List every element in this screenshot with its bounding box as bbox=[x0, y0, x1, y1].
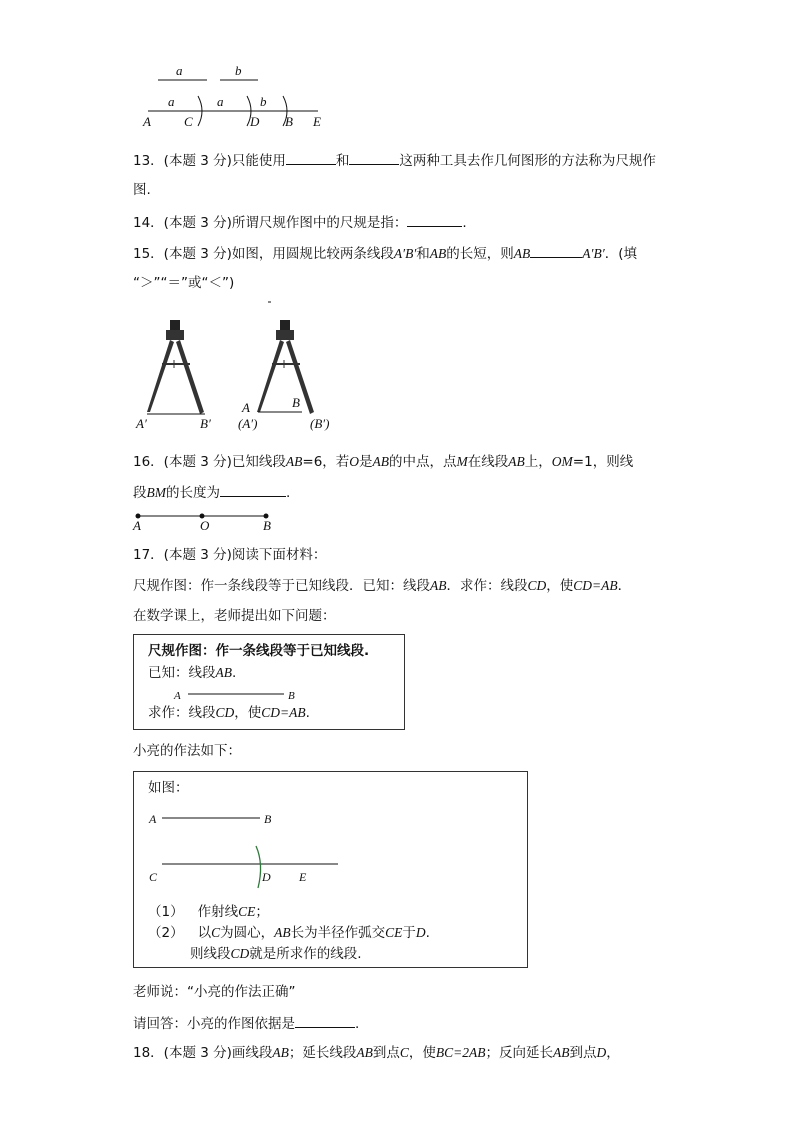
point-B: B bbox=[263, 518, 271, 533]
point-B: B bbox=[285, 114, 293, 129]
step-1: （1） 作射线CE； bbox=[148, 904, 269, 920]
point-B: B bbox=[288, 690, 295, 702]
question-16-line2: 段BM的长度为 . bbox=[133, 482, 290, 503]
point-C: C bbox=[184, 114, 193, 129]
question-17-header: 17．(本题 3 分)阅读下面材料： bbox=[133, 547, 327, 563]
step-2: （2） 以C为圆心，AB长为半径作弧交CE于D. bbox=[148, 925, 430, 941]
step-3: 则线段CD就是所求作的线段. bbox=[190, 946, 362, 962]
point-A: A bbox=[133, 518, 141, 533]
label-a1: a bbox=[168, 94, 175, 109]
question-17-line2: 在数学课上，老师提出如下问题： bbox=[133, 608, 336, 624]
problem-box-segment bbox=[172, 685, 302, 705]
point-A: A bbox=[149, 812, 157, 826]
right-label-A: A bbox=[242, 400, 250, 415]
answer-blank[interactable] bbox=[286, 150, 336, 165]
label-b: b bbox=[260, 94, 267, 109]
solution-figure bbox=[144, 802, 524, 892]
problem-box-known: 已知：线段AB. bbox=[148, 665, 237, 681]
point-E: E bbox=[299, 870, 307, 884]
left-label-A: A′ bbox=[136, 416, 147, 431]
right-label-B-prime: (B′) bbox=[310, 416, 330, 431]
teacher-remark: 老师说：“小亮的作法正确” bbox=[133, 984, 296, 1000]
segment-figure-q16 bbox=[130, 508, 280, 534]
solution-box bbox=[133, 771, 528, 968]
label-a2: a bbox=[217, 94, 224, 109]
compass-figure-q15 bbox=[130, 300, 350, 435]
xiaoliang-method-label: 小亮的作法如下： bbox=[133, 743, 241, 759]
answer-blank[interactable] bbox=[349, 150, 399, 165]
point-B: B bbox=[264, 812, 272, 826]
label-b-top: b bbox=[235, 63, 242, 78]
question-18: 18．(本题 3 分)画线段AB；延长线段AB到点C，使BC=2AB；反向延长AB到点D， bbox=[133, 1045, 620, 1061]
point-A: A bbox=[143, 114, 151, 129]
problem-box-title: 尺规作图：作一条线段等于已知线段. bbox=[148, 643, 370, 659]
answer-blank[interactable] bbox=[407, 212, 462, 227]
segment-figure-q12 bbox=[140, 60, 340, 135]
point-D: D bbox=[262, 870, 271, 884]
problem-box bbox=[133, 634, 405, 730]
point-O: O bbox=[200, 518, 210, 533]
right-label-A-prime: (A′) bbox=[238, 416, 258, 431]
point-E: E bbox=[313, 114, 321, 129]
question-15-line2: “＞”“＝”或“＜”) bbox=[133, 275, 235, 291]
question-15: 15．(本题 3 分)如图，用圆规比较两条线段A′B′和AB的长短，则AB A′B′．(填 bbox=[133, 243, 637, 264]
answer-blank[interactable] bbox=[530, 243, 582, 258]
question-13: 13．(本题 3 分)只能使用 和 这两种工具去作几何图形的方法称为尺规作 bbox=[133, 150, 656, 171]
left-label-B: B′ bbox=[200, 416, 211, 431]
problem-box-required: 求作：线段CD，使CD=AB. bbox=[148, 705, 310, 721]
question-17-line1: 尺规作图：作一条线段等于已知线段．已知：线段AB．求作：线段CD，使CD=AB． bbox=[133, 578, 632, 594]
solution-box-title: 如图： bbox=[148, 780, 189, 796]
answer-blank[interactable] bbox=[220, 482, 286, 497]
point-C: C bbox=[149, 870, 158, 884]
question-16: 16．(本题 3 分)已知线段AB=6，若O是AB的中点，点M在线段AB上，OM=1，则线 bbox=[133, 454, 634, 470]
question-14: 14．(本题 3 分)所谓尺规作图中的尺规是指： . bbox=[133, 212, 467, 233]
point-D: D bbox=[250, 114, 260, 129]
point-A: A bbox=[174, 690, 181, 702]
right-label-B: B bbox=[292, 395, 300, 410]
label-a-top: a bbox=[176, 63, 183, 78]
answer-blank[interactable] bbox=[295, 1013, 355, 1028]
question-13-line2: 图. bbox=[133, 182, 151, 198]
answer-prompt: 请回答：小亮的作图依据是 . bbox=[133, 1013, 359, 1034]
